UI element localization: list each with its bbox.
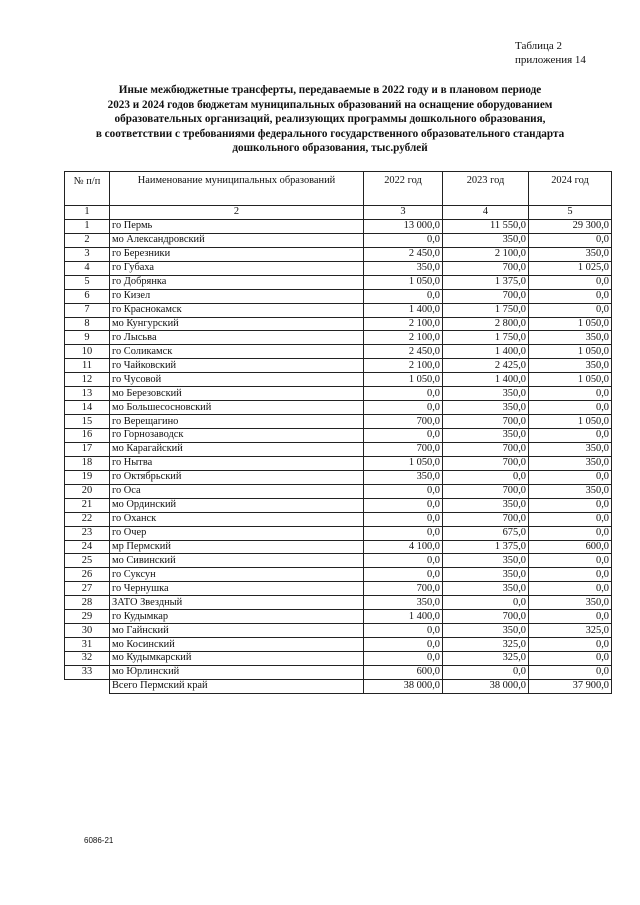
total-row <box>65 679 612 693</box>
table-number: Таблица 2 <box>515 40 563 52</box>
table-header-row <box>65 172 612 206</box>
table-row <box>65 429 612 443</box>
table-row <box>65 665 612 679</box>
value-2024: 0,0 <box>529 470 612 484</box>
row-number: 16 <box>65 429 110 443</box>
table-row <box>65 652 612 666</box>
value-2023: 700,0 <box>443 442 529 456</box>
row-number: 11 <box>65 359 110 373</box>
municipality-name: го Очер <box>110 526 364 540</box>
value-2023: 2 800,0 <box>443 317 529 331</box>
value-2022: 13 000,0 <box>364 219 443 233</box>
table-row <box>65 554 612 568</box>
value-2023: 700,0 <box>443 484 529 498</box>
table-body <box>65 219 612 679</box>
value-2023: 0,0 <box>443 665 529 679</box>
value-2022: 0,0 <box>364 638 443 652</box>
municipality-name: го Нытва <box>110 456 364 470</box>
municipality-name: го Краснокамск <box>110 303 364 317</box>
municipality-name: го Пермь <box>110 219 364 233</box>
transfers-table <box>64 171 612 694</box>
value-2024: 0,0 <box>529 233 612 247</box>
municipality-name: мо Кудымкарский <box>110 652 364 666</box>
value-2024: 0,0 <box>529 665 612 679</box>
value-2023: 700,0 <box>443 456 529 470</box>
municipality-name: го Оханск <box>110 512 364 526</box>
value-2023: 700,0 <box>443 512 529 526</box>
value-2022: 350,0 <box>364 261 443 275</box>
row-number: 12 <box>65 373 110 387</box>
row-number: 21 <box>65 498 110 512</box>
value-2022: 0,0 <box>364 554 443 568</box>
table-row <box>65 512 612 526</box>
value-2024: 350,0 <box>529 484 612 498</box>
value-2022: 700,0 <box>364 582 443 596</box>
municipality-name: мо Кунгурский <box>110 317 364 331</box>
table-row <box>65 247 612 261</box>
value-2024: 1 025,0 <box>529 261 612 275</box>
row-number: 13 <box>65 387 110 401</box>
value-2023: 350,0 <box>443 387 529 401</box>
table-row <box>65 456 612 470</box>
row-number: 15 <box>65 415 110 429</box>
value-2023: 700,0 <box>443 415 529 429</box>
value-2024: 0,0 <box>529 610 612 624</box>
municipality-name: го Чернушка <box>110 582 364 596</box>
table-row <box>65 261 612 275</box>
value-2022: 0,0 <box>364 568 443 582</box>
value-2023: 2 100,0 <box>443 247 529 261</box>
value-2024: 1 050,0 <box>529 373 612 387</box>
table-row <box>65 373 612 387</box>
value-2024: 350,0 <box>529 247 612 261</box>
value-2022: 0,0 <box>364 498 443 512</box>
value-2022: 2 450,0 <box>364 247 443 261</box>
value-2024: 0,0 <box>529 638 612 652</box>
value-2022: 1 400,0 <box>364 610 443 624</box>
row-number: 33 <box>65 665 110 679</box>
column-index: 3 <box>364 206 443 220</box>
municipality-name: го Кизел <box>110 289 364 303</box>
value-2022: 600,0 <box>364 665 443 679</box>
row-number: 22 <box>65 512 110 526</box>
municipality-name: мо Юрлинский <box>110 665 364 679</box>
value-2023: 1 375,0 <box>443 275 529 289</box>
value-2023: 0,0 <box>443 596 529 610</box>
value-2022: 1 400,0 <box>364 303 443 317</box>
table-row <box>65 484 612 498</box>
header-2022: 2022 год <box>364 172 443 206</box>
header-name: Наименование муниципальных образований <box>110 172 364 206</box>
municipality-name: го Березники <box>110 247 364 261</box>
municipality-name: го Чайковский <box>110 359 364 373</box>
value-2023: 0,0 <box>443 470 529 484</box>
row-number: 27 <box>65 582 110 596</box>
value-2024: 1 050,0 <box>529 317 612 331</box>
row-number: 19 <box>65 470 110 484</box>
value-2023: 350,0 <box>443 554 529 568</box>
municipality-name: го Горнозаводск <box>110 429 364 443</box>
value-2023: 350,0 <box>443 624 529 638</box>
table-row <box>65 638 612 652</box>
row-number: 28 <box>65 596 110 610</box>
value-2024: 0,0 <box>529 303 612 317</box>
value-2023: 350,0 <box>443 233 529 247</box>
value-2024: 350,0 <box>529 442 612 456</box>
table-row <box>65 275 612 289</box>
value-2024: 0,0 <box>529 512 612 526</box>
table-row <box>65 331 612 345</box>
value-2022: 700,0 <box>364 415 443 429</box>
value-2024: 29 300,0 <box>529 219 612 233</box>
title-line: образовательных организаций, реализующих программы дошкольного образования, <box>114 113 546 126</box>
value-2022: 2 100,0 <box>364 331 443 345</box>
value-2024: 0,0 <box>529 498 612 512</box>
row-number: 31 <box>65 638 110 652</box>
table-row <box>65 345 612 359</box>
value-2022: 1 050,0 <box>364 456 443 470</box>
row-number: 24 <box>65 540 110 554</box>
table-row <box>65 415 612 429</box>
value-2022: 0,0 <box>364 484 443 498</box>
municipality-name: го Кудымкар <box>110 610 364 624</box>
value-2022: 0,0 <box>364 652 443 666</box>
municipality-name: мо Березовский <box>110 387 364 401</box>
value-2022: 1 050,0 <box>364 373 443 387</box>
value-2022: 2 100,0 <box>364 359 443 373</box>
municipality-name: ЗАТО Звездный <box>110 596 364 610</box>
title-line: в соответствии с требованиями федерального государственного образовательного стандарта <box>95 127 565 140</box>
table-row <box>65 540 612 554</box>
value-2024: 350,0 <box>529 456 612 470</box>
value-2022: 2 450,0 <box>364 345 443 359</box>
row-number: 1 <box>65 219 110 233</box>
title-line: 2023 и 2024 годов бюджетам муниципальных образований на оснащение оборудованием <box>107 98 553 111</box>
municipality-name: мо Сивинский <box>110 554 364 568</box>
value-2024: 325,0 <box>529 624 612 638</box>
value-2024: 350,0 <box>529 596 612 610</box>
value-2022: 2 100,0 <box>364 317 443 331</box>
value-2024: 0,0 <box>529 401 612 415</box>
value-2023: 675,0 <box>443 526 529 540</box>
value-2023: 1 400,0 <box>443 373 529 387</box>
value-2023: 1 750,0 <box>443 303 529 317</box>
municipality-name: го Октябрьский <box>110 470 364 484</box>
value-2022: 0,0 <box>364 387 443 401</box>
value-2023: 350,0 <box>443 401 529 415</box>
title-line: дошкольного образования, тыс.рублей <box>232 142 428 155</box>
municipality-name: мо Большесосновский <box>110 401 364 415</box>
row-number: 29 <box>65 610 110 624</box>
column-index: 2 <box>110 206 364 220</box>
value-2022: 0,0 <box>364 233 443 247</box>
value-2024: 0,0 <box>529 429 612 443</box>
value-2023: 700,0 <box>443 289 529 303</box>
value-2024: 350,0 <box>529 359 612 373</box>
value-2023: 700,0 <box>443 261 529 275</box>
table-row <box>65 596 612 610</box>
total-2022: 38 000,0 <box>364 679 443 693</box>
table-row <box>65 624 612 638</box>
row-number: 8 <box>65 317 110 331</box>
total-2023: 38 000,0 <box>443 679 529 693</box>
value-2024: 0,0 <box>529 526 612 540</box>
row-number: 5 <box>65 275 110 289</box>
row-number: 6 <box>65 289 110 303</box>
value-2023: 325,0 <box>443 652 529 666</box>
row-number: 9 <box>65 331 110 345</box>
row-number: 25 <box>65 554 110 568</box>
row-number: 3 <box>65 247 110 261</box>
row-number: 10 <box>65 345 110 359</box>
table-row <box>65 317 612 331</box>
value-2023: 350,0 <box>443 582 529 596</box>
value-2024: 1 050,0 <box>529 415 612 429</box>
title-line: Иные межбюджетные трансферты, передаваемые в 2022 году и в плановом периоде <box>118 84 542 96</box>
column-index: 1 <box>65 206 110 220</box>
table-row <box>65 219 612 233</box>
table-row <box>65 526 612 540</box>
municipality-name: мо Косинский <box>110 638 364 652</box>
value-2022: 4 100,0 <box>364 540 443 554</box>
value-2023: 325,0 <box>443 638 529 652</box>
document-title <box>60 83 600 156</box>
value-2023: 350,0 <box>443 498 529 512</box>
municipality-name: мо Ординский <box>110 498 364 512</box>
value-2024: 0,0 <box>529 289 612 303</box>
value-2022: 0,0 <box>364 401 443 415</box>
value-2023: 1 750,0 <box>443 331 529 345</box>
table-row <box>65 233 612 247</box>
row-number: 30 <box>65 624 110 638</box>
value-2022: 1 050,0 <box>364 275 443 289</box>
municipality-name: мо Карагайский <box>110 442 364 456</box>
value-2023: 1 400,0 <box>443 345 529 359</box>
table-row <box>65 387 612 401</box>
column-index-row <box>65 206 612 220</box>
value-2023: 350,0 <box>443 429 529 443</box>
value-2022: 0,0 <box>364 526 443 540</box>
value-2023: 1 375,0 <box>443 540 529 554</box>
municipality-name: го Соликамск <box>110 345 364 359</box>
value-2022: 0,0 <box>364 289 443 303</box>
value-2024: 0,0 <box>529 652 612 666</box>
row-number: 14 <box>65 401 110 415</box>
total-label: Всего Пермский край <box>110 679 364 693</box>
value-2022: 0,0 <box>364 429 443 443</box>
municipality-name: го Суксун <box>110 568 364 582</box>
value-2022: 350,0 <box>364 596 443 610</box>
table-row <box>65 568 612 582</box>
municipality-name: го Добрянка <box>110 275 364 289</box>
total-2024: 37 900,0 <box>529 679 612 693</box>
document-code: 6086-21 <box>84 836 114 845</box>
column-index: 4 <box>443 206 529 220</box>
row-number: 18 <box>65 456 110 470</box>
municipality-name: го Верещагино <box>110 415 364 429</box>
value-2022: 350,0 <box>364 470 443 484</box>
row-number: 26 <box>65 568 110 582</box>
header-2023: 2023 год <box>443 172 529 206</box>
value-2024: 350,0 <box>529 331 612 345</box>
value-2024: 0,0 <box>529 554 612 568</box>
value-2023: 350,0 <box>443 568 529 582</box>
row-number: 2 <box>65 233 110 247</box>
table-reference <box>515 39 586 67</box>
table-row <box>65 582 612 596</box>
table-row <box>65 442 612 456</box>
table-row <box>65 289 612 303</box>
appendix-reference: приложения 14 <box>515 54 586 66</box>
municipality-name: го Губаха <box>110 261 364 275</box>
value-2024: 1 050,0 <box>529 345 612 359</box>
value-2024: 600,0 <box>529 540 612 554</box>
municipality-name: мо Александровский <box>110 233 364 247</box>
value-2022: 0,0 <box>364 624 443 638</box>
row-number: 23 <box>65 526 110 540</box>
row-number: 7 <box>65 303 110 317</box>
value-2022: 0,0 <box>364 512 443 526</box>
total-empty-cell <box>65 679 110 693</box>
value-2022: 700,0 <box>364 442 443 456</box>
row-number: 17 <box>65 442 110 456</box>
table-row <box>65 498 612 512</box>
value-2024: 0,0 <box>529 387 612 401</box>
municipality-name: го Оса <box>110 484 364 498</box>
value-2023: 2 425,0 <box>443 359 529 373</box>
value-2024: 0,0 <box>529 582 612 596</box>
row-number: 32 <box>65 652 110 666</box>
table-row <box>65 610 612 624</box>
municipality-name: мо Гайнский <box>110 624 364 638</box>
municipality-name: мр Пермский <box>110 540 364 554</box>
value-2024: 0,0 <box>529 275 612 289</box>
table-row <box>65 401 612 415</box>
table-row <box>65 470 612 484</box>
table-row <box>65 303 612 317</box>
column-index: 5 <box>529 206 612 220</box>
header-2024: 2024 год <box>529 172 612 206</box>
table-row <box>65 359 612 373</box>
value-2023: 11 550,0 <box>443 219 529 233</box>
header-num: № п/п <box>65 172 110 206</box>
value-2024: 0,0 <box>529 568 612 582</box>
municipality-name: го Лысьва <box>110 331 364 345</box>
row-number: 20 <box>65 484 110 498</box>
row-number: 4 <box>65 261 110 275</box>
municipality-name: го Чусовой <box>110 373 364 387</box>
value-2023: 700,0 <box>443 610 529 624</box>
